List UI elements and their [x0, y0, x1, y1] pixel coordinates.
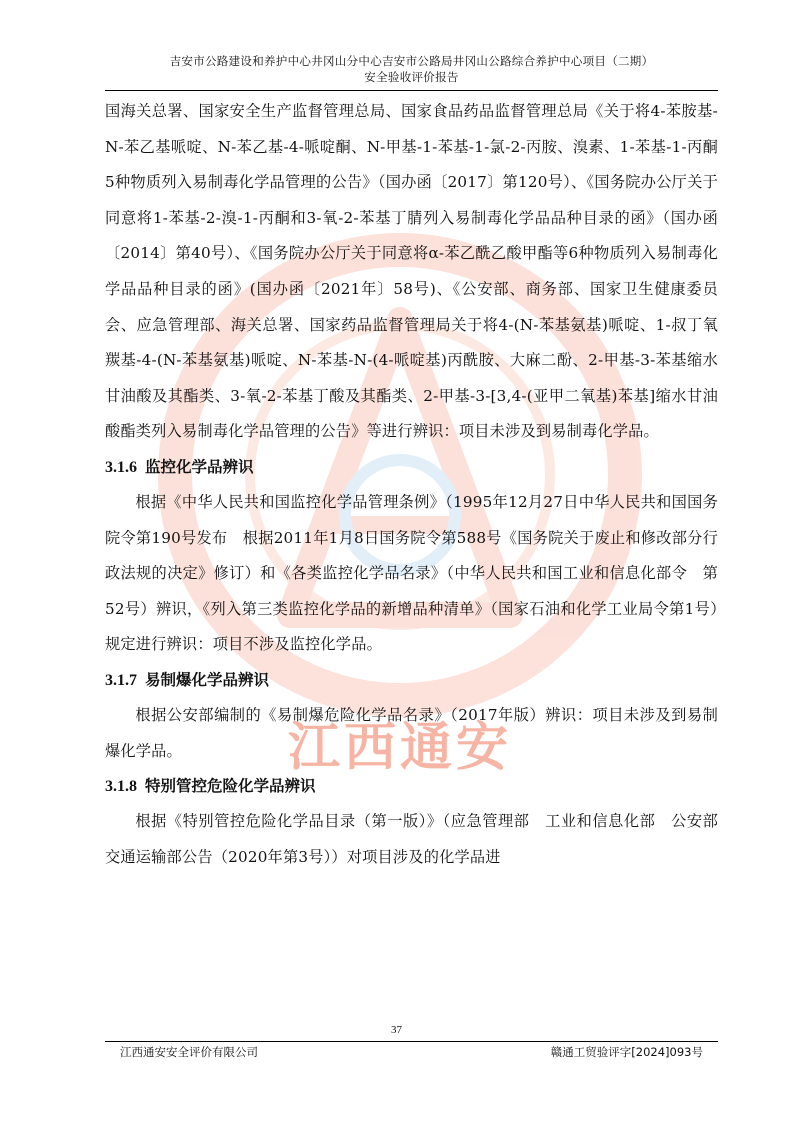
header-report-title: 安全验收评价报告	[364, 70, 459, 84]
footer-report-code: 赣通工贸验评字[2024]093号	[550, 1045, 703, 1059]
footer-divider	[105, 1041, 718, 1042]
section-heading-3-1-7	[105, 663, 718, 698]
page-body	[105, 94, 734, 875]
paragraph-precursor-chemicals: 国海关总署、国家安全生产监督管理总局、国家食品药品监督管理总局《关于将4-苯胺基-N-苯乙基哌啶、N-苯乙基-4-哌啶酮、N-甲基-1-苯基-1-氯-2-丙胺、溴素、1-苯基-1-丙酮5种物质列入易制毒化学品管理的公告》（国办函〔2017〕第120号）、《国务院办公厅关于同意将1-苯基-2-溴-1-丙酮和3-氧-2-苯基丁腈列入易制毒化学品品种目录的函》（国办函〔2014〕第40号）、《国务院办公厅关于同意将α-苯乙酰乙酸甲酯等6种物质列入易制毒化学品品种目录的函》(国办函〔2021年〕58号)、《公安部、商务部、国家卫生健康委员会、应急管理部、海关总署、国家药品监督管理局关于将4-(N-苯基氨基)哌啶、1-叔丁氧羰基-4-(N-苯基氨基)哌啶、N-苯基-N-(4-哌啶基)丙酰胺、大麻二酚、2-甲基-3-苯基缩水甘油酸及其酯类、3-氧-2-苯基丁酸及其酯类、2-甲基-3-[3,4-(亚甲二氧基)苯基]缩水甘油酸酯类列入易制毒化学品管理的公告》等进行辨识：项目未涉及到易制毒化学品。	[105, 102, 718, 441]
header-divider	[105, 90, 718, 91]
section-number: 3.1.7	[105, 671, 137, 689]
page-number: 37	[391, 1024, 402, 1036]
section-title: 特别管控危险化学品辨识	[145, 777, 316, 796]
section-heading-3-1-8	[105, 769, 718, 804]
header-project-title: 吉安市公路建设和养护中心井冈山分中心吉安市公路局井冈山公路综合养护中心项目（二期）	[169, 54, 654, 68]
section-heading-3-1-6	[105, 450, 718, 485]
section-number: 3.1.8	[105, 778, 137, 796]
paragraph-specially-controlled-chemicals: 根据《特别管控危险化学品目录（第一版）》（应急管理部 工业和信息化部 公安部 交通运输部公告（2020年第3号））对项目涉及的化学品进	[105, 812, 734, 866]
section-title: 监控化学品辨识	[145, 457, 254, 476]
page-footer	[120, 1044, 703, 1060]
page-header	[105, 53, 718, 85]
svg-text:江西通安: 江西通安	[287, 718, 513, 778]
section-number: 3.1.6	[105, 458, 137, 476]
paragraph-explosive-precursors: 根据公安部编制的《易制爆危险化学品名录》（2017年版）辨识：项目未涉及到易制爆化学品。	[105, 705, 718, 760]
paragraph-monitored-chemicals: 根据《中华人民共和国监控化学品管理条例》（1995年12月27日中华人民共和国国务院令第190号发布 根据2011年1月8日国务院令第588号《国务院关于废止和修改部分行政法规的决定》修订）和《各类监控化学品名录》（中华人民共和国工业和信息化部令 第52号）辨识，《列入第三类监控化学品的新增品种清单》（国家石油和化学工业局令第1号）规定进行辨识：项目不涉及监控化学品。	[105, 492, 718, 654]
footer-company-name: 江西通安安全评价有限公司	[120, 1045, 258, 1059]
section-title: 易制爆化学品辨识	[145, 670, 270, 689]
